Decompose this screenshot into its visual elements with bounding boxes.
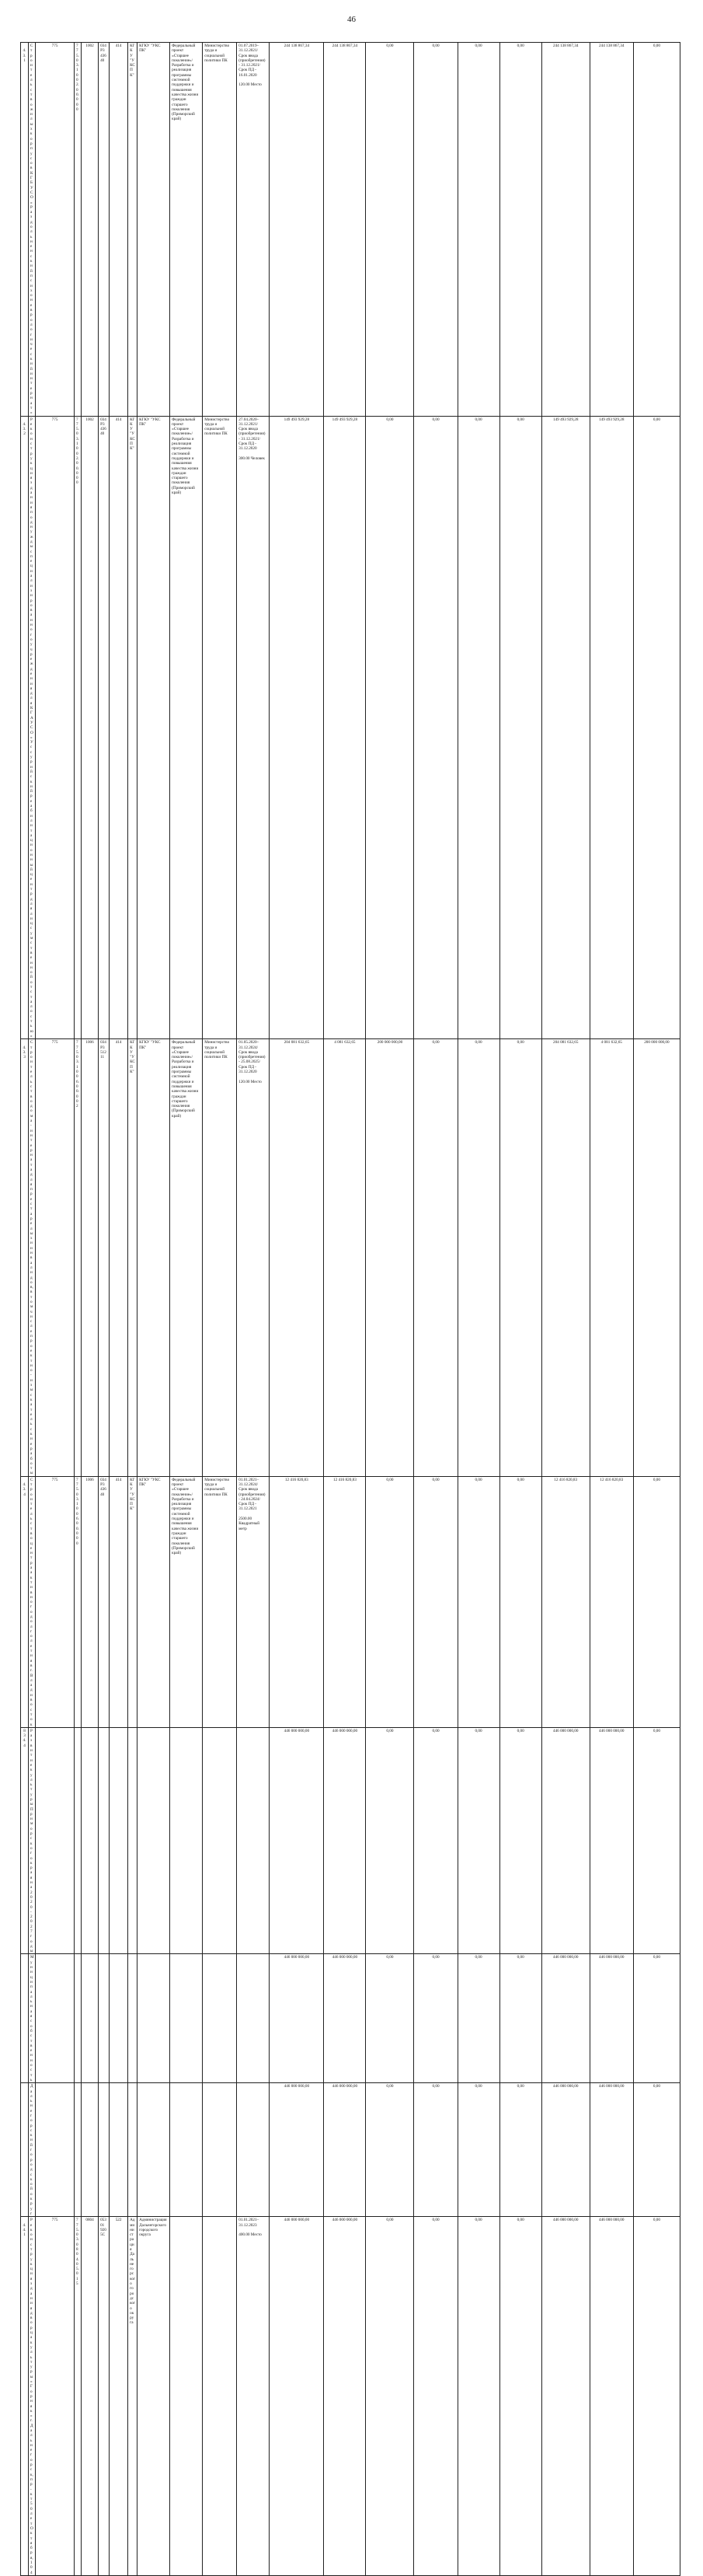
- vr-code: 414: [110, 1039, 128, 1476]
- amount-year-1: 4 081 632,65: [324, 1039, 366, 1476]
- total-amount: 149 493 929,28: [270, 416, 324, 1039]
- grbs-code: 775: [36, 2217, 75, 2576]
- amount-year-3: 0,00: [414, 2217, 458, 2576]
- table-row: [21, 2217, 680, 2576]
- total-funding: 446 000 000,00: [541, 1727, 590, 1954]
- total-amount: 446 000 000,00: [270, 1954, 324, 2083]
- grbs-name: КГКУ "УКС ПК": [128, 43, 137, 417]
- amount-year-4: 0,00: [458, 416, 499, 1039]
- customer-name: КГКУ "УКС ПК": [137, 43, 170, 417]
- amount-year-3: 0,00: [414, 1039, 458, 1476]
- amount-year-2: 0,00: [366, 2217, 414, 2576]
- csr-code: [99, 1954, 110, 2083]
- object-name: Строительство жилых корпусов КГБУСО «Раздольненский психоневрологический интернат»: [29, 43, 36, 417]
- customer-name: КГКУ "УКС ПК": [137, 1476, 170, 1727]
- object-name: Развитие культуры Приморского края на 2020-2027 годы: [29, 1727, 36, 1954]
- amount-year-4: 0,00: [458, 1476, 499, 1727]
- amount-year-5: 0,00: [499, 1476, 541, 1727]
- responsible-executor: [203, 2217, 237, 2576]
- section-code: [82, 2083, 99, 2217]
- grbs-name: КГКУ "УКС ПК": [128, 1476, 137, 1727]
- amount-year-5: 0,00: [499, 2083, 541, 2217]
- funding-next: 200 000 000,00: [633, 1039, 680, 1476]
- item-number-text: 4.3.3: [23, 1045, 26, 1060]
- vr-code: 414: [110, 43, 128, 417]
- funding-next: 0,00: [633, 2083, 680, 2217]
- amount-year-2: 200 000 000,00: [366, 1039, 414, 1476]
- table-row: [21, 416, 680, 1039]
- total-funding: 204 081 632,65: [541, 1039, 590, 1476]
- object-name: Дальнегорский городской округ: [29, 2083, 36, 2217]
- funding-current: 446 000 000,00: [590, 1954, 633, 2083]
- vr-code: [110, 1954, 128, 2083]
- target-code: 775.03.1002.0 0.000: [75, 416, 82, 1039]
- amount-year-3: 0,00: [414, 416, 458, 1039]
- table-row: [21, 1727, 680, 1954]
- customer-name: [137, 1727, 170, 1954]
- implementation-period: [237, 2083, 270, 2217]
- customer-name: КГКУ "УКС ПК": [137, 1039, 170, 1476]
- total-funding: 446 000 000,00: [541, 1954, 590, 2083]
- amount-year-3: 0,00: [414, 1476, 458, 1727]
- csr-code: [99, 1727, 110, 1954]
- investment-objects-table: [20, 42, 680, 2576]
- vr-code: 414: [110, 1476, 128, 1727]
- section-code: [82, 1727, 99, 1954]
- target-code: 775.03.1006.0 0.002: [75, 1039, 82, 1476]
- total-amount: 12 416 820,83: [270, 1476, 324, 1727]
- project-name: [170, 1954, 203, 2083]
- section-code: 1006: [82, 1039, 99, 1476]
- amount-year-2: 0,00: [366, 1476, 414, 1727]
- section-code: 1002: [82, 43, 99, 417]
- funding-next: 0,00: [633, 2217, 680, 2576]
- funding-current: 244 138 867,34: [590, 43, 633, 417]
- item-number: [21, 2083, 29, 2217]
- total-amount: 204 081 632,65: [270, 1039, 324, 1476]
- target-code: 775.03.1006.0 0.000: [75, 1476, 82, 1727]
- funding-next: 0,00: [633, 1954, 680, 2083]
- table-row: [21, 43, 680, 417]
- table-row: [21, 2083, 680, 2217]
- amount-year-1: 446 000 000,00: [324, 1954, 366, 2083]
- implementation-period: 01.01.2021–31.12.2023 400.00 Место: [237, 2217, 270, 2576]
- vr-code: 522: [110, 2217, 128, 2576]
- grbs-name: [128, 1954, 137, 2083]
- amount-year-2: 0,00: [366, 1727, 414, 1954]
- section-code: 0804: [82, 2217, 99, 2576]
- implementation-period: 01.05.2020–31.12.2024/ Срок ввода (приобретения) - 25.08.2025/ Срок ПД - 31.12.2020 120.00 Место: [237, 1039, 270, 1476]
- table-row: [21, 1954, 680, 2083]
- implementation-period: [237, 1954, 270, 2083]
- item-number-text: 4.3.4: [23, 1482, 26, 1497]
- total-funding: 446 000 000,00: [541, 2217, 590, 2576]
- funding-current: 12 416 820,83: [590, 1476, 633, 1727]
- funding-current: 4 081 632,65: [590, 1039, 633, 1476]
- funding-next: 0,00: [633, 1727, 680, 1954]
- amount-year-1: 149 493 929,28: [324, 416, 366, 1039]
- item-number: [21, 1039, 29, 1476]
- total-amount: 446 000 000,00: [270, 1727, 324, 1954]
- total-amount: 446 000 000,00: [270, 2217, 324, 2576]
- amount-year-4: 0,00: [458, 1039, 499, 1476]
- item-number-text: 4.3.2: [23, 421, 26, 437]
- object-name: Реконструкция здания дворца культуры «Горняк» г. Дальнегорск, пр-кт 50 лет Октября, 104: [29, 2217, 36, 2576]
- grbs-code: 775: [36, 43, 75, 417]
- funding-current: 446 000 000,00: [590, 1727, 633, 1954]
- project-name: Федеральный проект «Старшее поколение»/Разработка и реализация программы системной поддержки и повышения качества жизни граждан старшего поколения (Приморский край): [170, 43, 203, 417]
- amount-year-2: 0,00: [366, 2083, 414, 2217]
- total-amount: 244 138 867,34: [270, 43, 324, 417]
- page-number: 46: [347, 15, 356, 24]
- amount-year-5: 0,00: [499, 1727, 541, 1954]
- section-code: 1006: [82, 1476, 99, 1727]
- amount-year-5: 0,00: [499, 43, 541, 417]
- target-code: [75, 2083, 82, 2217]
- funding-current: 149 493 929,28: [590, 416, 633, 1039]
- total-amount: 446 000 000,00: [270, 2083, 324, 2217]
- vr-code: 414: [110, 416, 128, 1039]
- implementation-period: 27.04.2020–31.12.2021/ Срок ввода (приобретения) - 31.12.2021/ Срок ПД - 31.12.2020 300.00 Человек: [237, 416, 270, 1039]
- amount-year-4: 0,00: [458, 1954, 499, 2083]
- responsible-executor: Министерство труда и социальной политики ПК: [203, 416, 237, 1039]
- amount-year-3: 0,00: [414, 1727, 458, 1954]
- grbs-name: КГКУ "УКС ПК": [128, 1039, 137, 1476]
- responsible-executor: Министерство труда и социальной политики ПК: [203, 1476, 237, 1727]
- target-code: 775.03.0804.0 5.015: [75, 2217, 82, 2576]
- vr-code: [110, 2083, 128, 2217]
- amount-year-4: 0,00: [458, 2217, 499, 2576]
- total-funding: 446 000 000,00: [541, 2083, 590, 2217]
- amount-year-4: 0,00: [458, 43, 499, 417]
- table-row: [21, 1476, 680, 1727]
- project-name: [170, 1727, 203, 1954]
- customer-name: [137, 1954, 170, 2083]
- responsible-executor: [203, 2083, 237, 2217]
- amount-year-5: 0,00: [499, 1039, 541, 1476]
- amount-year-3: 0,00: [414, 43, 458, 417]
- item-number: [21, 43, 29, 417]
- csr-code: 034Р3 43640: [99, 43, 110, 417]
- item-number: [21, 1476, 29, 1727]
- object-name: Реконструкция здания под нужды специализированного учреждения для КГАУСО «Уссурийский реабилитационный центр для лиц с умственной отсталостью»: [29, 416, 36, 1039]
- funding-next: 0,00: [633, 43, 680, 417]
- csr-code: 034Р3 43640: [99, 1476, 110, 1727]
- target-code: [75, 1954, 82, 2083]
- amount-year-2: 0,00: [366, 416, 414, 1039]
- implementation-period: [237, 1727, 270, 1954]
- grbs-code: [36, 2083, 75, 2217]
- amount-year-5: 0,00: [499, 416, 541, 1039]
- grbs-code: [36, 1954, 75, 2083]
- object-name: Муниципальная собственность: [29, 1954, 36, 2083]
- implementation-period: 01.01.2021–31.12.2024/ Срок ввода (приобретения) - 24.04.2024/ Срок ПД - 31.12.2021 2500.00 Квадратный метр: [237, 1476, 270, 1727]
- total-funding: 244 138 867,34: [541, 43, 590, 417]
- project-name: Федеральный проект «Старшее поколение»/Разработка и реализация программы системной поддержки и повышения качества жизни граждан старшего поколения (Приморский край): [170, 1039, 203, 1476]
- amount-year-3: 0,00: [414, 2083, 458, 2217]
- grbs-name: [128, 1727, 137, 1954]
- csr-code: 05301 9205С: [99, 2217, 110, 2576]
- csr-code: 034Р3 43640: [99, 416, 110, 1039]
- target-code: 775.03.1002.0 0.000: [75, 43, 82, 417]
- table-row: [21, 1039, 680, 1476]
- grbs-code: [36, 1727, 75, 1954]
- customer-name: КГКУ "УКС ПК": [137, 416, 170, 1039]
- amount-year-1: 12 416 820,83: [324, 1476, 366, 1727]
- project-name: Федеральный проект «Старшее поколение»/Разработка и реализация программы системной поддержки и повышения качества жизни граждан старшего поколения (Приморский край): [170, 416, 203, 1039]
- section-code: 1002: [82, 416, 99, 1039]
- item-number-text: 4.4.1: [23, 2222, 26, 2238]
- project-name: [170, 2083, 203, 2217]
- item-number-text: 4.3.1: [23, 48, 26, 63]
- funding-current: 446 000 000,00: [590, 2217, 633, 2576]
- responsible-executor: Министерство труда и социальной политики ПК: [203, 43, 237, 417]
- row-num: 83: [23, 1728, 26, 1739]
- amount-year-1: 446 000 000,00: [324, 1727, 366, 1954]
- amount-year-5: 0,00: [499, 1954, 541, 2083]
- funding-current: 446 000 000,00: [590, 2083, 633, 2217]
- grbs-code: 775: [36, 1476, 75, 1727]
- object-name: Строительство центра активного долголетия в г. Владивосток: [29, 1476, 36, 1727]
- amount-year-1: 446 000 000,00: [324, 2083, 366, 2217]
- amount-year-1: 244 138 867,34: [324, 43, 366, 417]
- target-code: [75, 1727, 82, 1954]
- grbs-name: КГКУ "УКС ПК": [128, 416, 137, 1039]
- grbs-code: 775: [36, 1039, 75, 1476]
- item-number: [21, 1954, 29, 2083]
- amount-year-1: 446 000 000,00: [324, 2217, 366, 2576]
- grbs-name: [128, 2083, 137, 2217]
- amount-year-4: 0,00: [458, 1727, 499, 1954]
- csr-code: [99, 2083, 110, 2217]
- project-name: Федеральный проект «Старшее поколение»/Разработка и реализация программы системной поддержки и повышения качества жизни граждан старшего поколения (Приморский край): [170, 1476, 203, 1727]
- implementation-period: 01.07.2019–31.12.2021/ Срок ввода (приобретения) - 31.12.2021/ Срок ПД - 16.01.2020 120.00 Место: [237, 43, 270, 417]
- amount-year-3: 0,00: [414, 1954, 458, 2083]
- responsible-executor: [203, 1954, 237, 2083]
- customer-name: [137, 2083, 170, 2217]
- section-code: [82, 1954, 99, 2083]
- vr-code: [110, 1727, 128, 1954]
- amount-year-2: 0,00: [366, 1954, 414, 2083]
- item-number: [21, 2217, 29, 2576]
- customer-name: Администрация Дальнегорского городского округа: [137, 2217, 170, 2576]
- grbs-name: Администрация Дальнегорского городского округа: [128, 2217, 137, 2576]
- csr-code: 034Р3 51211: [99, 1039, 110, 1476]
- funding-next: 0,00: [633, 1476, 680, 1727]
- amount-year-4: 0,00: [458, 2083, 499, 2217]
- item-number: [21, 1727, 29, 1954]
- project-name: [170, 2217, 203, 2576]
- total-funding: 149 493 929,28: [541, 416, 590, 1039]
- item-number-text: 4.4: [23, 1738, 26, 1748]
- responsible-executor: Министерство труда и социальной политики ПК: [203, 1039, 237, 1476]
- funding-next: 0,00: [633, 416, 680, 1039]
- amount-year-5: 0,00: [499, 2217, 541, 2576]
- responsible-executor: [203, 1727, 237, 1954]
- grbs-code: 775: [36, 416, 75, 1039]
- item-number: [21, 416, 29, 1039]
- amount-year-2: 0,00: [366, 43, 414, 417]
- total-funding: 12 416 820,83: [541, 1476, 590, 1727]
- object-name: Строительство дома-интерната для престарелых и инвалидов, в том числе проектно-изыскательские работы: [29, 1039, 36, 1476]
